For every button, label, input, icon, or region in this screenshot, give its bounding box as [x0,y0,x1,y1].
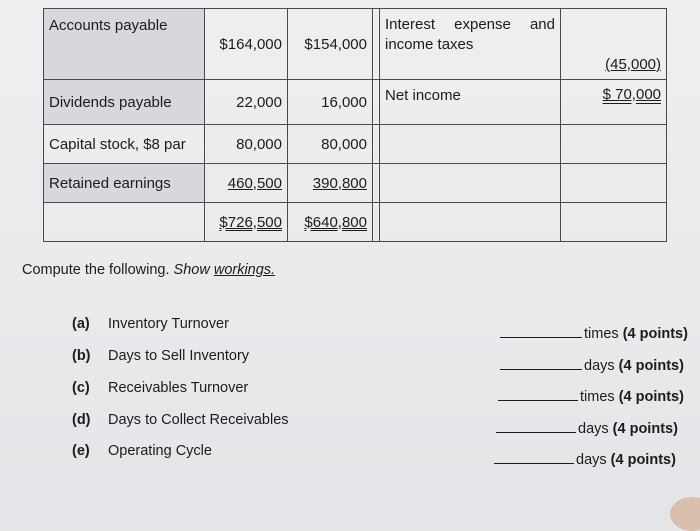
bs-year2-cell [288,125,373,164]
is-empty-cell [380,125,561,164]
question-text: Days to Sell Inventory [108,348,250,364]
is-empty-cell [561,203,667,242]
answer-line[interactable] [494,462,574,464]
bs-total-year1: $726,500 [219,213,282,231]
answer-blank [498,389,684,405]
question-text: Inventory Turnover [108,316,229,332]
bs-year1-cell [205,9,288,80]
instruction-lead: Compute the following. [22,262,174,278]
answer-unit: times [580,389,615,405]
is-empty-cell [380,203,561,242]
question-text: Days to Collect Receivables [108,412,289,428]
is-label-line1: Interest expense and [385,16,555,33]
bs-row-label: Retained earnings [49,174,171,192]
question-item [72,412,289,428]
is-label-cell [380,80,561,125]
answer-points: (4 points) [618,358,684,374]
answer-points: (4 points) [612,421,678,437]
bs-label-cell [44,203,205,242]
answer-unit: days [584,358,615,374]
bs-year2-cell [288,203,373,242]
bs-label-cell [44,164,205,203]
column-gap [373,80,380,125]
table-row [44,80,667,125]
column-gap [373,9,380,80]
bs-year1-cell [205,125,288,164]
question-item [72,348,249,364]
instruction-workings: workings. [213,262,276,278]
question-letter: (b) [72,348,91,364]
bs-label-cell [44,80,205,125]
table-row [44,164,667,203]
bs-year1-cell [205,203,288,242]
question-letter: (c) [72,380,90,396]
bs-year1-value: $164,000 [219,35,282,53]
column-gap [373,125,380,164]
question-item [72,443,212,459]
is-empty-cell [561,164,667,203]
question-text: Receivables Turnover [108,380,249,396]
table-row [44,203,667,242]
answer-points: (4 points) [622,326,688,342]
bs-label-cell [44,125,205,164]
table-row [44,9,667,80]
is-empty-cell [561,125,667,164]
bs-year1-cell [205,164,288,203]
bs-year2-value: 16,000 [321,93,367,111]
bs-year1-value: 22,000 [236,93,282,111]
bs-year1-value: 80,000 [236,135,282,153]
table-row [44,125,667,164]
question-letter: (e) [72,443,90,459]
bs-year1-value: 460,500 [227,174,282,192]
column-gap [373,203,380,242]
is-empty-cell [380,164,561,203]
is-label: Net income [385,87,461,104]
bs-year2-cell [288,164,373,203]
question-text: Operating Cycle [108,443,212,459]
is-value: $ 70,000 [602,86,661,103]
answer-blank [500,326,688,342]
bs-row-label: Dividends payable [49,93,172,111]
is-value-cell [561,9,667,80]
bs-year2-value: 390,800 [312,174,367,192]
bs-year2-cell [288,80,373,125]
bs-year2-cell [288,9,373,80]
column-gap [373,164,380,203]
answer-blank [496,421,678,437]
bs-row-label: Capital stock, $8 par [49,135,186,153]
financial-data-table [43,8,667,242]
answer-points: (4 points) [618,389,684,405]
bs-row-label: Accounts payable [49,17,168,34]
answer-line[interactable] [496,431,576,433]
is-label-cell [380,9,561,80]
bs-year1-cell [205,80,288,125]
is-value: (45,000) [605,56,661,73]
answer-unit: days [576,452,607,468]
is-value-cell [561,80,667,125]
answer-line[interactable] [500,336,582,338]
bs-total-year2: $640,800 [304,213,367,231]
answer-blank [494,452,676,468]
bs-year2-value: 80,000 [321,135,367,153]
question-item [72,380,248,396]
instruction-show: Show [173,262,214,278]
instruction-text [22,262,275,278]
bs-year2-value: $154,000 [304,35,367,53]
answer-points: (4 points) [610,452,676,468]
answer-unit: times [584,326,619,342]
finger-shadow [670,497,700,531]
answer-line[interactable] [500,368,582,370]
question-item [72,316,229,332]
bs-label-cell [44,9,205,80]
is-label-line2: income taxes [385,36,474,53]
answer-line[interactable] [498,399,578,401]
question-letter: (a) [72,316,90,332]
answer-blank [500,358,684,374]
answer-unit: days [578,421,609,437]
question-letter: (d) [72,412,91,428]
